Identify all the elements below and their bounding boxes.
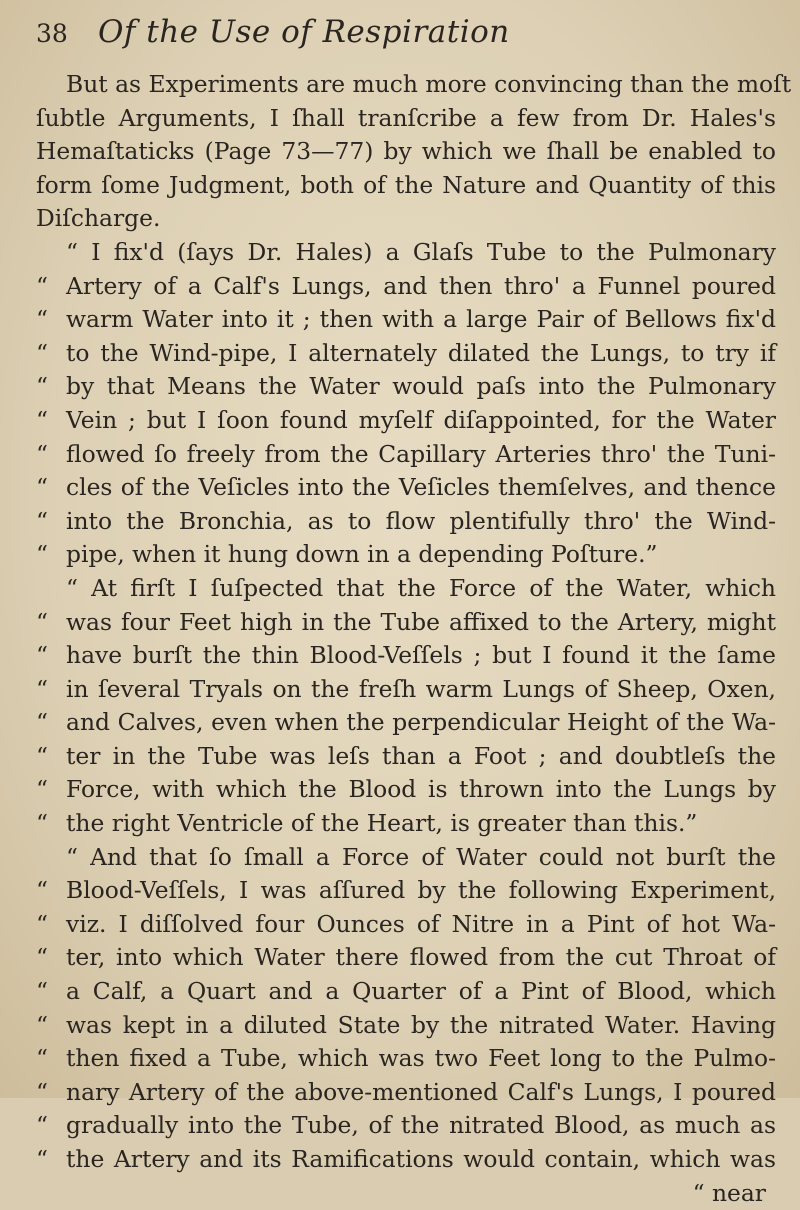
line-text: Force, with which the Blood is thrown into the Lungs by (66, 775, 776, 804)
paragraph-opening-line: “ At firſt I ſuſpected that the Force of the Water, which (66, 573, 776, 602)
quoted-paragraph (36, 270, 776, 572)
line-text: to the Wind-pipe, I alternately dilated the Lungs, to try if (66, 338, 776, 367)
text-line (36, 975, 776, 1009)
page-number: 38 (36, 19, 68, 48)
catchword: “ near (692, 1178, 766, 1207)
text-line (36, 874, 776, 908)
marginal-quote-mark: “ (36, 943, 48, 972)
line-text: was four Feet high in the Tube affixed to the Artery, might (66, 607, 776, 636)
text-line (36, 639, 776, 673)
body-text (36, 68, 792, 1210)
text-line: form ſome Judgment, both of the Nature and Quantity of this (36, 170, 776, 199)
text-line (36, 706, 776, 740)
text-line (36, 1009, 776, 1043)
text-line (36, 538, 776, 572)
text-line: Diſcharge. (36, 204, 161, 233)
marginal-quote-mark: “ (36, 741, 48, 770)
marginal-quote-mark: “ (36, 473, 48, 502)
text-line (36, 673, 776, 707)
text-line (36, 1076, 776, 1110)
marginal-quote-mark: “ (36, 1044, 48, 1073)
line-text: gradually into the Tube, of the nitrated Blood, as much as (66, 1111, 776, 1140)
marginal-quote-mark: “ (36, 641, 48, 670)
text-line (36, 270, 776, 304)
line-text: cles of the Veſicles into the Veſicles themſelves, and thence (66, 473, 776, 502)
quoted-paragraph (36, 606, 776, 841)
line-text: was kept in a diluted State by the nitrated Water. Having (66, 1010, 776, 1039)
line-text: nary Artery of the above-mentioned Calf's Lungs, I poured (66, 1077, 776, 1106)
line-text: Artery of a Calf's Lungs, and then thro' a Funnel poured (66, 271, 776, 300)
marginal-quote-mark: “ (36, 1145, 48, 1173)
line-text: viz. I diſſolved four Ounces of Nitre in a Pint of hot Wa- (66, 909, 776, 938)
marginal-quote-mark: “ (36, 540, 48, 569)
line-text: by that Means the Water would paſs into the Pulmonary (66, 372, 776, 401)
marginal-quote-mark: “ (36, 977, 48, 1006)
line-text: in ſeveral Tryals on the freſh warm Lungs of Sheep, Oxen, (66, 674, 776, 703)
paragraph-opening-line: “ I fix'd (ſays Dr. Hales) a Glaſs Tube to the Pulmonary (66, 237, 776, 266)
line-text: ter in the Tube was leſs than a Foot ; and doubtleſs the (66, 741, 776, 770)
marginal-quote-mark: “ (36, 708, 48, 737)
line-text: a Calf, a Quart and a Quarter of a Pint of Blood, which (66, 977, 776, 1006)
text-line: ſubtle Arguments, I ſhall tranſcribe a few from Dr. Hales's (36, 103, 776, 132)
marginal-quote-mark: “ (36, 506, 48, 535)
text-line (36, 303, 776, 337)
line-text: pipe, when it hung down in a depending Poſture.” (66, 540, 658, 569)
marginal-quote-mark: “ (36, 809, 48, 838)
text-line (36, 1109, 776, 1143)
marginal-quote-mark: “ (36, 405, 48, 434)
text-line (36, 606, 776, 640)
marginal-quote-mark: “ (36, 305, 48, 334)
text-line (36, 404, 776, 438)
line-text: have burſt the thin Blood-Veſſels ; but I found it the ſame (66, 641, 776, 670)
text-line (36, 773, 776, 807)
text-line: But as Experiments are much more convincing than the moſt (66, 70, 792, 98)
marginal-quote-mark: “ (36, 909, 48, 938)
text-line (36, 471, 776, 505)
paragraph-opening-line: “ And that ſo ſmall a Force of Water could not burſt the (66, 842, 776, 871)
text-line (36, 807, 776, 841)
marginal-quote-mark: “ (36, 775, 48, 804)
marginal-quote-mark: “ (36, 1010, 48, 1039)
line-text: then fixed a Tube, which was two Feet long to the Pulmo- (66, 1044, 776, 1073)
marginal-quote-mark: “ (36, 607, 48, 636)
text-line (36, 1042, 776, 1076)
line-text: and Calves, even when the perpendicular Height of the Wa- (66, 708, 776, 737)
marginal-quote-mark: “ (36, 372, 48, 401)
running-title: Of the Use of Respiration (98, 14, 510, 50)
quoted-paragraph (36, 874, 776, 1176)
line-text: warm Water into it ; then with a large Pair of Bellows fix'd (66, 305, 776, 334)
marginal-quote-mark: “ (36, 1077, 48, 1106)
marginal-quote-mark: “ (36, 338, 48, 367)
text-line (36, 941, 776, 975)
line-text: ter, into which Water there flowed from the cut Throat of (66, 943, 776, 972)
line-text: flowed ſo freely from the Capillary Arteries thro' the Tuni- (66, 439, 776, 468)
marginal-quote-mark: “ (36, 439, 48, 468)
text-line (36, 505, 776, 539)
text-line (36, 438, 776, 472)
text-line (36, 337, 776, 371)
line-text: the Artery and its Ramifications would contain, which was (66, 1145, 776, 1173)
text-line (36, 370, 776, 404)
marginal-quote-mark: “ (36, 674, 48, 703)
running-head (36, 14, 776, 58)
text-line (36, 908, 776, 942)
line-text: Blood-Veſſels, I was aſſured by the following Experiment, (66, 876, 776, 905)
marginal-quote-mark: “ (36, 271, 48, 300)
text-line: Hemaſtaticks (Page 73—77) by which we ſhall be enabled to (36, 137, 776, 166)
marginal-quote-mark: “ (36, 876, 48, 905)
text-line (36, 1143, 776, 1177)
text-line (36, 740, 776, 774)
line-text: Vein ; but I ſoon found myſelf diſappointed, for the Water (66, 405, 776, 434)
line-text: the right Ventricle of the Heart, is greater than this.” (66, 809, 698, 838)
marginal-quote-mark: “ (36, 1111, 48, 1140)
line-text: into the Bronchia, as to flow plentifully thro' the Wind- (66, 506, 776, 535)
